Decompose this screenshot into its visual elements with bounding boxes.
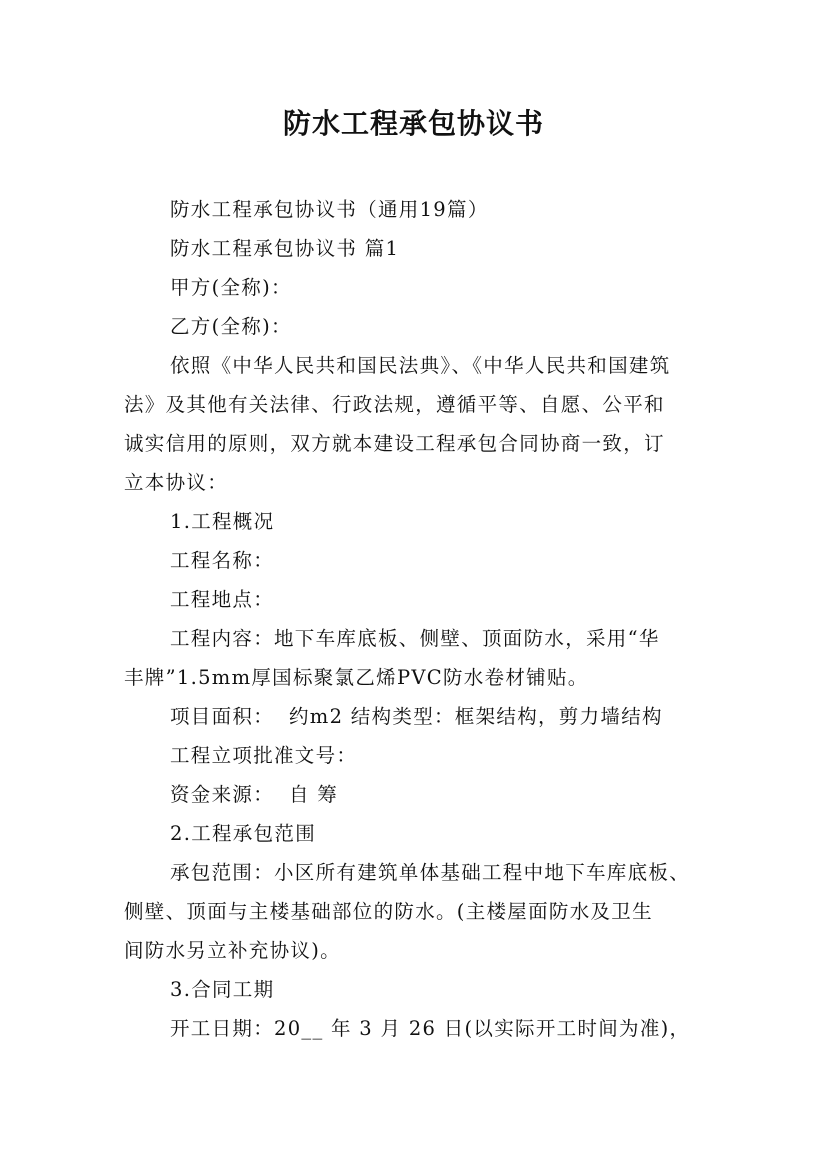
- scope-line-2: 侧壁、顶面与主楼基础部位的防水。(主楼屋面防水及卫生: [124, 900, 653, 923]
- party-a-line: 甲方(全称)：: [170, 276, 292, 299]
- party-b-line: 乙方(全称)：: [170, 315, 292, 338]
- document-title: 防水工程承包协议书: [282, 107, 544, 140]
- scope-line-1: 承包范围：小区所有建筑单体基础工程中地下车库底板、: [170, 861, 691, 884]
- start-date-line: 开工日期：20__ 年 3 月 26 日(以实际开工时间为准)，: [170, 1017, 691, 1040]
- document-body: [124, 190, 714, 1048]
- project-content-line-2: 丰牌”1.5mm厚国标聚氯乙烯PVC防水卷材铺贴。: [124, 666, 589, 689]
- preamble-line-2: 法》及其他有关法律、行政法规，遵循平等、自愿、公平和: [124, 393, 665, 416]
- funding-source-line: 资金来源： 自 筹: [170, 783, 339, 806]
- paragraph-heading-collection: 防水工程承包协议书（通用19篇）: [170, 198, 489, 221]
- paragraph-heading-part1: 防水工程承包协议书 篇1: [170, 237, 400, 260]
- project-content-line-1: 工程内容：地下车库底板、侧壁、顶面防水，采用“华: [170, 627, 660, 650]
- section-3-heading: 3.合同工期: [170, 978, 275, 1001]
- project-area-line: 项目面积： 约m2 结构类型：框架结构，剪力墙结构: [170, 705, 663, 728]
- section-2-heading: 2.工程承包范围: [170, 822, 317, 845]
- approval-number-line: 工程立项批准文号：: [170, 744, 358, 767]
- project-location-line: 工程地点：: [170, 588, 275, 611]
- scope-line-3: 间防水另立补充协议)。: [124, 939, 341, 962]
- section-1-heading: 1.工程概况: [170, 510, 275, 533]
- preamble-line-3: 诚实信用的原则，双方就本建设工程承包合同协商一致，订: [124, 432, 665, 455]
- preamble-line-4: 立本协议：: [124, 471, 229, 494]
- preamble-line-1: 依照《中华人民共和国民法典》、《中华人民共和国建筑: [170, 354, 671, 377]
- project-name-line: 工程名称：: [170, 549, 275, 572]
